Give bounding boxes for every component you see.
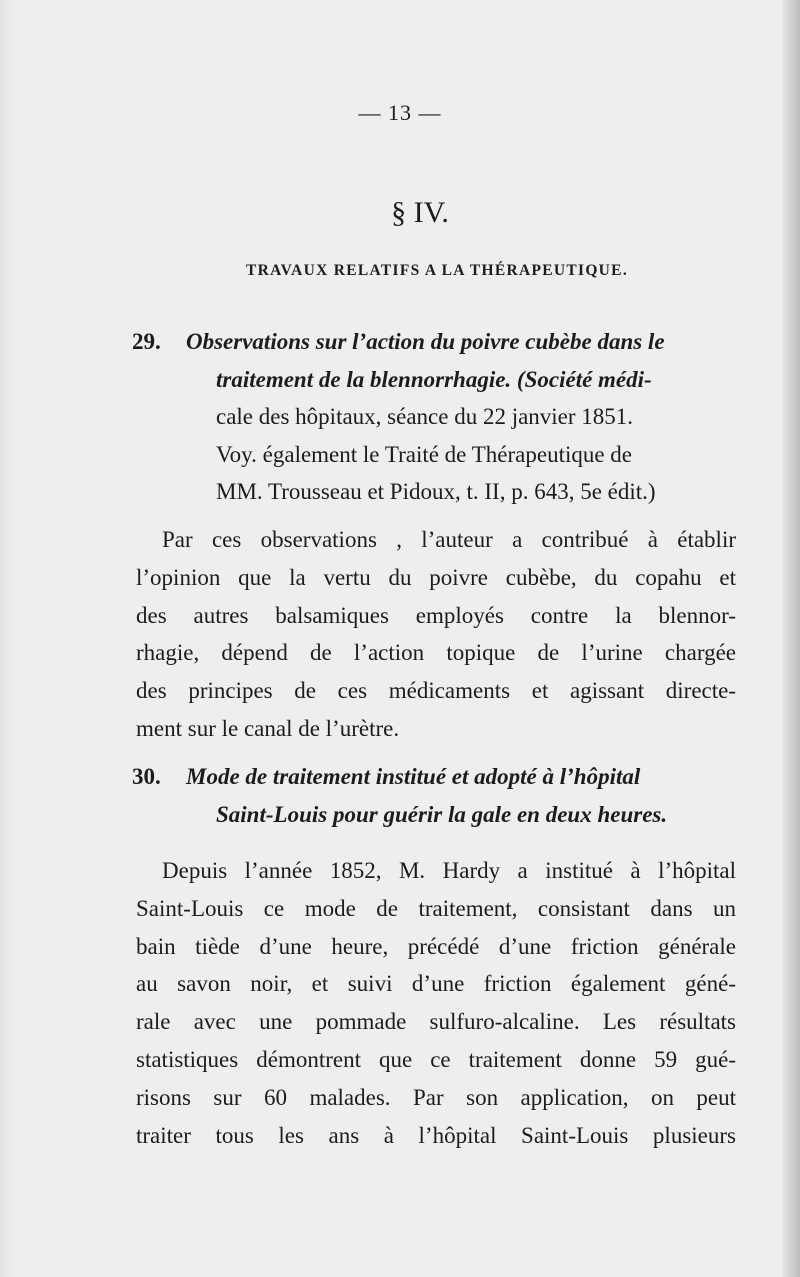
entry-line: Saint-Louis pour guérir la gale en deux heures. (216, 801, 668, 827)
paragraph-line: Saint-Louis ce mode de traitement, consistant dans un (136, 895, 736, 921)
page-left-edge (0, 0, 14, 1277)
paragraph-line: Par ces observations , l’auteur a contribué à établir (162, 527, 736, 552)
paragraph-29 (136, 521, 736, 748)
paragraph-30 (136, 852, 736, 1154)
paragraph-line: des autres balsamiques employés contre la blennor- (136, 602, 736, 628)
page-right-edge (782, 0, 800, 1277)
entry-line: MM. Trousseau et Pidoux, t. II, p. 643, 5e édit.) (216, 479, 656, 504)
paragraph-line: bain tiède d’une heure, précédé d’une friction générale (136, 933, 736, 959)
paragraph-line: rhagie, dépend de l’action topique de l’urine chargée (136, 640, 736, 666)
paragraph-line: des principes de ces médicaments et agissant directe- (136, 678, 736, 704)
entry-line: Voy. également le Traité de Thérapeutique de (216, 441, 633, 467)
paragraph-line: statistiques démontrent que ce traitement donne 59 gué- (136, 1046, 736, 1072)
section-mark: § IV. (391, 196, 449, 229)
entry-line: Observations sur l’action du poivre cubèbe dans le (186, 329, 665, 354)
entry-line: Mode de traitement institué et adopté à l’hôpital (186, 764, 641, 789)
entry-line: cale des hôpitaux, séance du 22 janvier 1851. (216, 404, 634, 429)
section-title: TRAVAUX RELATIFS A LA THÉRAPEUTIQUE. (245, 262, 628, 279)
entry-30 (132, 758, 726, 833)
page-number: — 13 — (358, 100, 442, 125)
entry-number: 29. (132, 329, 161, 354)
entry-number: 30. (132, 764, 161, 789)
paragraph-line: risons sur 60 malades. Par son application, on peut (136, 1084, 736, 1110)
paragraph-line: ment sur le canal de l’urètre. (136, 715, 400, 741)
paragraph-line: rale avec une pommade sulfuro-alcaline. Les résultats (136, 1009, 736, 1035)
entry-line: traitement de la blennorrhagie. (Société médi- (216, 366, 652, 392)
entry-29 (132, 323, 726, 511)
paragraph-line: traiter tous les ans à l’hôpital Saint-Louis plusieurs (136, 1122, 736, 1148)
paragraph-line: Depuis l’année 1852, M. Hardy a institué à l’hôpital (162, 858, 736, 883)
paragraph-line: au savon noir, et suivi d’une friction également géné- (136, 971, 736, 997)
paragraph-line: l’opinion que la vertu du poivre cubèbe, du copahu et (136, 564, 736, 590)
